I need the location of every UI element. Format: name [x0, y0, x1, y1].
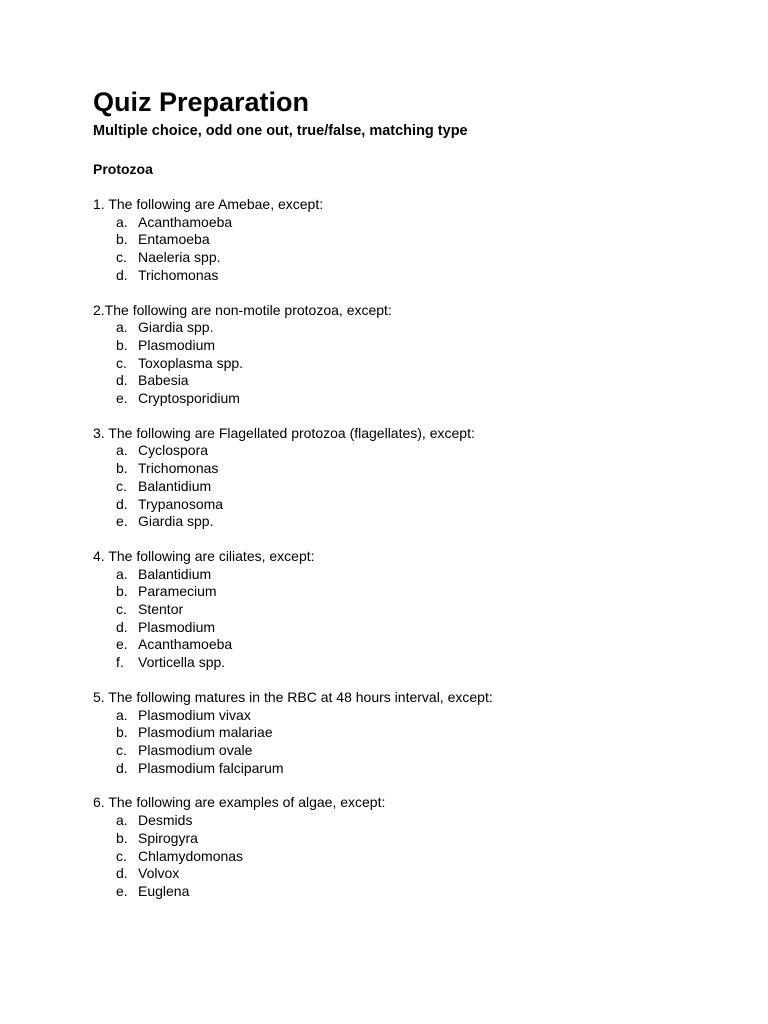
option-letter: b. [116, 583, 128, 600]
option-text: Paramecium [138, 583, 217, 600]
option-text: Toxoplasma spp. [138, 354, 244, 371]
option-text: Babesia [138, 372, 189, 389]
option-item [93, 355, 733, 373]
option-text: Plasmodium malariae [138, 724, 273, 741]
option-item [93, 214, 733, 232]
option-item [93, 442, 733, 460]
document-page [93, 85, 733, 901]
option-letter: b. [116, 336, 128, 353]
option-item [93, 707, 733, 725]
option-letter: b. [116, 829, 128, 846]
option-text: Trypanosoma [138, 495, 224, 512]
option-text: Trichomonas [138, 460, 219, 477]
option-item [93, 249, 733, 267]
option-text: Naeleria spp. [138, 249, 221, 266]
option-letter: e. [116, 882, 128, 899]
option-letter: c. [116, 354, 127, 371]
question-text: 1. The following are Amebae, except: [93, 196, 324, 212]
question-text: 4. The following are ciliates, except: [93, 547, 315, 564]
document-title: Quiz Preparation [93, 87, 310, 117]
option-item [93, 513, 733, 531]
option-text: Stentor [138, 601, 184, 618]
option-item [93, 601, 733, 619]
option-letter: b. [116, 460, 128, 477]
option-item [93, 372, 733, 390]
question-5 [93, 689, 733, 778]
option-text: Volvox [138, 865, 180, 882]
option-letter: a. [116, 319, 128, 336]
option-text: Acanthamoeba [138, 636, 233, 653]
question-list [93, 196, 733, 901]
option-text: Spirogyra [138, 829, 198, 846]
option-letter: e. [116, 390, 128, 407]
question-text: 3. The following are Flagellated protozoa (flagellates), except: [93, 424, 475, 441]
option-letter: a. [116, 213, 128, 230]
question-6 [93, 794, 733, 900]
option-text: Plasmodium falciparum [138, 759, 284, 776]
question-text: 5. The following matures in the RBC at 48 hours interval, except: [93, 688, 493, 705]
option-item [93, 865, 733, 883]
option-text: Cyclospora [138, 442, 209, 459]
option-letter: a. [116, 706, 128, 723]
question-1 [93, 196, 733, 285]
option-letter: b. [116, 724, 128, 741]
option-item [93, 883, 733, 901]
question-4 [93, 548, 733, 672]
option-list [93, 442, 733, 531]
option-item [93, 460, 733, 478]
option-list [93, 812, 733, 901]
option-text: Plasmodium [138, 336, 216, 353]
option-item [93, 496, 733, 514]
option-letter: a. [116, 442, 128, 459]
option-item [93, 267, 733, 285]
option-text: Plasmodium [138, 618, 216, 635]
option-text: Desmids [138, 812, 193, 829]
option-item [93, 812, 733, 830]
option-item [93, 848, 733, 866]
section-heading: Protozoa [93, 161, 153, 177]
option-list [93, 214, 733, 285]
option-text: Plasmodium ovale [138, 741, 253, 758]
option-item [93, 319, 733, 337]
option-text: Balantidium [138, 477, 212, 494]
option-text: Balantidium [138, 565, 212, 582]
question-2 [93, 302, 733, 408]
option-letter: e. [116, 636, 128, 653]
option-item [93, 390, 733, 408]
option-text: Vorticella spp. [138, 654, 226, 671]
option-item [93, 830, 733, 848]
option-letter: c. [116, 477, 127, 494]
option-letter: d. [116, 865, 128, 882]
option-text: Chlamydomonas [138, 847, 244, 864]
option-text: Euglena [138, 882, 190, 899]
option-item [93, 654, 733, 672]
option-item [93, 583, 733, 601]
option-item [93, 636, 733, 654]
option-letter: b. [116, 231, 128, 248]
option-item [93, 337, 733, 355]
option-item [93, 619, 733, 637]
option-item [93, 566, 733, 584]
option-text: Cryptosporidium [138, 390, 240, 407]
option-letter: c. [116, 741, 127, 758]
option-letter: d. [116, 372, 128, 389]
option-item [93, 760, 733, 778]
option-letter: d. [116, 495, 128, 512]
option-letter: c. [116, 249, 127, 266]
option-letter: c. [116, 601, 127, 618]
option-item [93, 742, 733, 760]
option-text: Giardia spp. [138, 319, 214, 336]
option-letter: c. [116, 847, 127, 864]
option-letter: a. [116, 565, 128, 582]
option-text: Acanthamoeba [138, 213, 233, 230]
question-3 [93, 425, 733, 531]
option-text: Trichomonas [138, 266, 219, 283]
question-text: 2.The following are non-motile protozoa, except: [93, 301, 392, 318]
option-list [93, 566, 733, 672]
option-letter: f. [116, 654, 124, 671]
option-text: Plasmodium vivax [138, 706, 251, 723]
option-list [93, 707, 733, 778]
option-list [93, 319, 733, 408]
option-item [93, 231, 733, 249]
document-subtitle: Multiple choice, odd one out, true/false, matching type [93, 123, 468, 139]
option-text: Giardia spp. [138, 513, 214, 530]
option-letter: d. [116, 618, 128, 635]
option-letter: a. [116, 812, 128, 829]
option-letter: d. [116, 266, 128, 283]
question-text: 6. The following are examples of algae, except: [93, 794, 386, 811]
option-letter: e. [116, 513, 128, 530]
option-item [93, 724, 733, 742]
option-item [93, 478, 733, 496]
option-text: Entamoeba [138, 231, 210, 248]
option-letter: d. [116, 759, 128, 776]
